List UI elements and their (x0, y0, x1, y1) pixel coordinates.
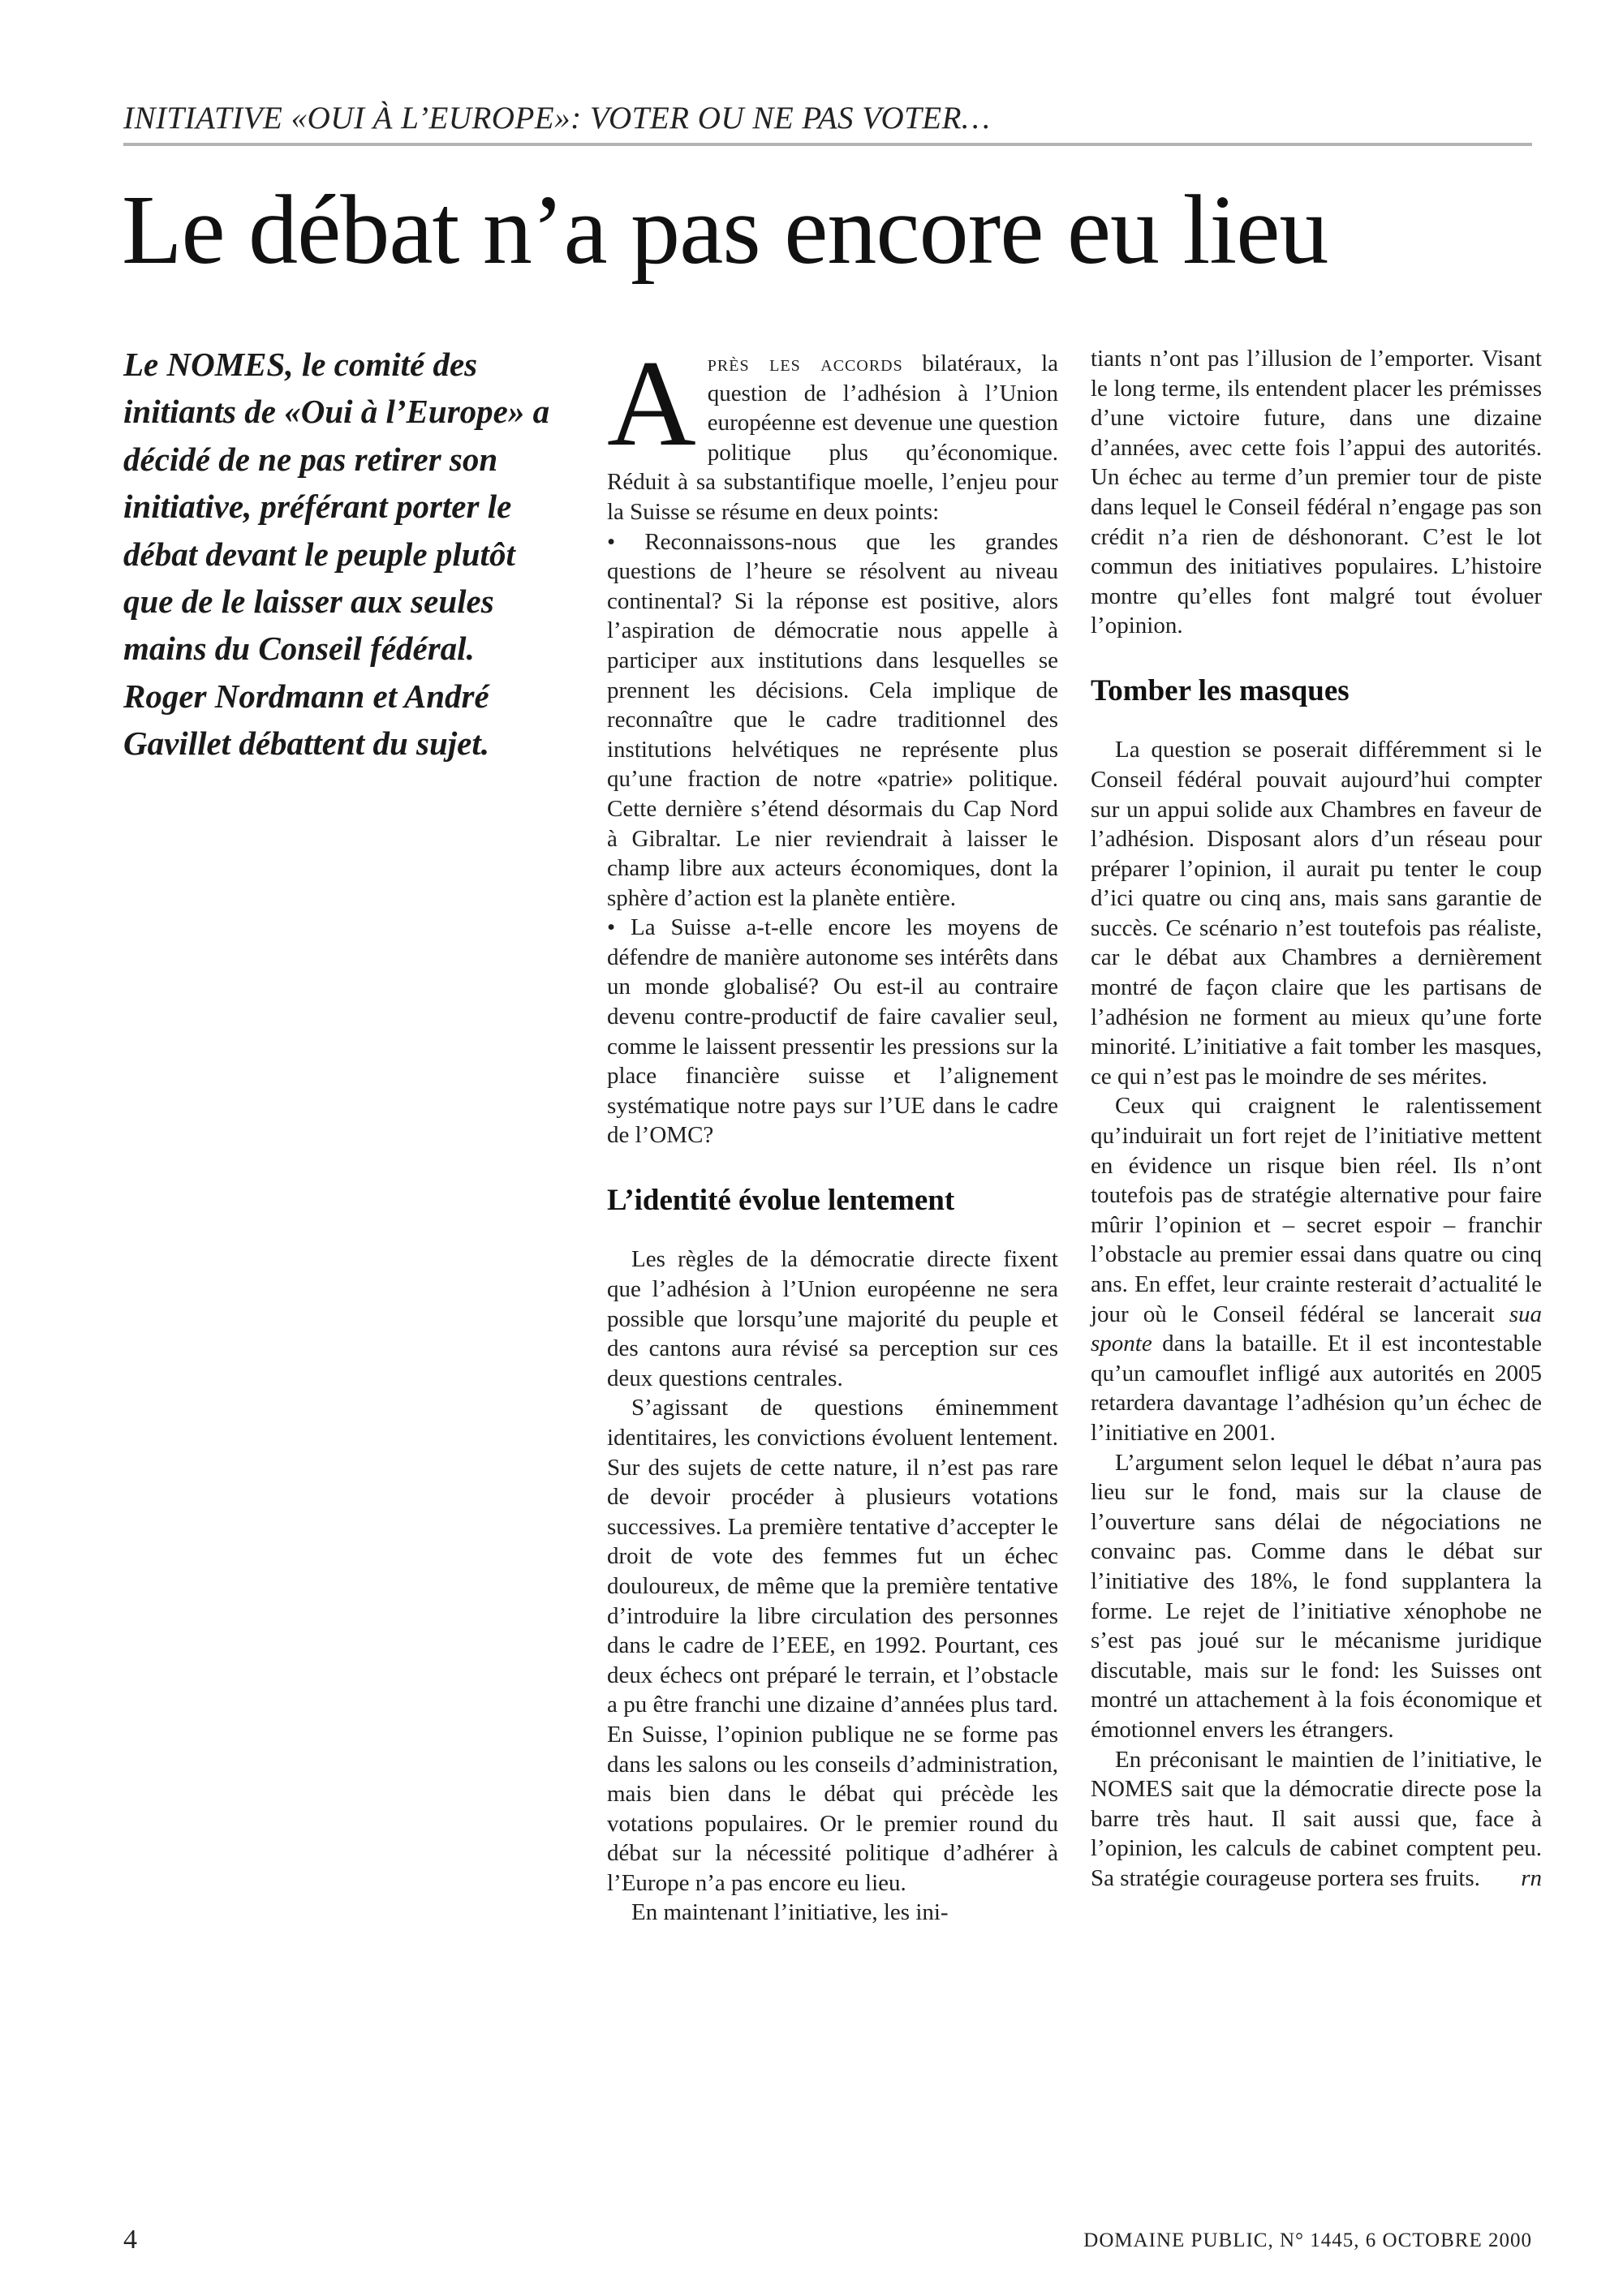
author-signature: rn (1521, 1864, 1542, 1891)
lead-in-smallcaps: près les accords (707, 350, 903, 376)
kicker-rule (123, 143, 1532, 146)
subheading-identite: L’identité évolue lentement (607, 1184, 955, 1218)
closing-paragraph (1091, 1745, 1542, 1894)
section-kicker: INITIATIVE «OUI À L’EUROPE»: VOTER OU NE PAS VOTER… (123, 101, 991, 135)
article-lede (123, 341, 553, 767)
lede-paragraph: Le NOMES, le comité des initiants de «Oui à l’Europe» a décidé de ne pas retirer son initiative, préférant porter le débat devant le peuple plutôt que de le laisser aux seules mains du Conseil fédéral. (123, 346, 550, 668)
article-headline: Le débat n’a pas encore eu lieu (122, 175, 1328, 285)
lede-byline: Roger Nordmann et André Gavillet débattent du sujet. (123, 677, 489, 763)
body-paragraph: En maintenant l’initiative, les ini- (631, 1899, 949, 1926)
body-paragraph: Les règles de la démocratie directe fixent que l’adhésion à l’Union européenne ne sera possible que lorsqu’une majorité du peuple et des cantons aura révisé sa perception sur ces deux questions centrales. (607, 1246, 1058, 1391)
emphasis-latin: sua sponte (1091, 1301, 1542, 1357)
body-text: Ceux qui craignent le ralentissement qu’induirait un fort rejet de l’initiative mettent en évidence un risque bien réel. Ils n’ont toutefois pas de stratégie alternative pour faire mûrir l’opinion et – secret espoir – franchir l’obstacle au premier essai dans quatre ou cinq ans. En effet, leur crainte resterait d’actualité le jour où le Conseil fédéral se lancerait (1091, 1093, 1542, 1327)
drop-cap: A (607, 335, 696, 471)
article-column-middle (607, 335, 1058, 1928)
body-paragraph-continued: tiants n’ont pas l’illusion de l’emporter. Visant le long terme, ils entendent placer les prémisses d’une victoire future, dans une dizaine d’années, avec cette fois l’appui des autorités. Un échec au terme d’un premier tour de piste dans lequel le Conseil fédéral n’engage pas son crédit n’a rien de déshonorant. C’est le lot commun des initiatives populaires. L’histoire montre qu’elles font malgré tout évoluer l’opinion. (1091, 346, 1542, 639)
body-paragraph: S’agissant de questions éminemment identitaires, les convictions évoluent lentement. Sur des sujets de cette nature, il n’est pas rare de devoir procéder à plusieurs votations successives. La première tentative d’accepter le droit de vote des femmes fut un échec douloureux, de même que la première tentative d’introduire la libre circulation des personnes dans le cadre de l’EEE, en 1992. Pourtant, ces deux échecs ont préparé le terrain, et l’obstacle a pu être franchi une dizaine d’années plus tard. En Suisse, l’opinion publique ne se forme pas dans les salons ou les conseils d’administration, mais bien dans le débat qui précède les votations populaires. Or le premier round du débat sur la nécessité politique d’adhérer à l’Europe n’a pas encore eu lieu. (607, 1395, 1058, 1896)
page-number: 4 (123, 2225, 137, 2255)
subheading-masques: Tomber les masques (1091, 673, 1350, 707)
body-paragraph (1091, 1091, 1542, 1447)
publication-footer: DOMAINE PUBLIC, N° 1445, 6 OCTOBRE 2000 (1083, 2229, 1532, 2251)
bullet-point-2: • La Suisse a-t-elle encore les moyens de défendre de manière autonome ses intérêts dans un monde globalisé? Ou est-il au contraire devenu contre-productif de faire cavalier seul, comme le laissent pressentir les pressions sur la place financière suisse et l’alignement systématique notre pays sur l’UE dans le cadre de l’OMC? (607, 914, 1058, 1149)
closing-text: En préconisant le maintien de l’initiative, le NOMES sait que la démocratie directe pose la barre très haut. Il sait aussi que, face à l’opinion, les calculs de cabinet comptent peu. Sa stratégie courageuse portera ses fruits. (1091, 1746, 1542, 1891)
body-paragraph: La question se poserait différemment si le Conseil fédéral pouvait aujourd’hui compter sur un appui solide aux Chambres en faveur de l’adhésion. Disposant alors d’un réseau pour préparer l’opinion, il aurait pu tenter le coup d’ici quatre ou cinq ans, mais sans garantie de succès. Ce scénario n’est toutefois pas réaliste, car le débat aux Chambres a dernièrement montré de façon claire que les partisans de l’adhésion ne forment au mieux qu’une forte minorité. L’initiative a fait tomber les masques, ce qui n’est pas le moindre de ses mérites. (1091, 737, 1542, 1090)
body-text: dans la bataille. Et il est incontestable qu’un camouflet infligé aux autorités en 2005 retardera davantage l’adhésion qu’un échec de l’initiative en 2001. (1091, 1331, 1542, 1446)
opening-text: bilatéraux, la question de l’adhésion à l’Union européenne est devenue une question politique plus qu’économique. Réduit à sa substantifique moelle, l’enjeu pour la Suisse se résume en deux points: (607, 350, 1058, 525)
body-paragraph: L’argument selon lequel le débat n’aura pas lieu sur le fond, mais sur la clause de l’ouverture sans délai de négociations ne convainc pas. Comme dans le débat sur l’initiative des 18%, le fond supplantera la forme. Le rejet de l’initiative xénophobe ne s’est pas joué sur le mécanisme juridique discutable, mais sur le fond: les Suisses ont montré un attachement à la fois économique et émotionnel envers les étrangers. (1091, 1449, 1542, 1743)
article-column-right (1091, 344, 1542, 1893)
bullet-point-1: • Reconnaissons-nous que les grandes questions de l’heure se résolvent au niveau continental? Si la réponse est positive, alors l’aspiration de démocratie nous appelle à participer aux institutions dans lesquelles se prennent les décisions. Cela implique de reconnaître que le cadre traditionnel des institutions helvétiques ne représente plus qu’une fraction de notre «patrie» politique. Cette dernière s’étend désormais du Cap Nord à Gibraltar. Le nier reviendrait à laisser le champ libre aux acteurs économiques, dont la sphère d’action est la planète entière. (607, 528, 1058, 911)
opening-paragraph (607, 335, 1058, 527)
